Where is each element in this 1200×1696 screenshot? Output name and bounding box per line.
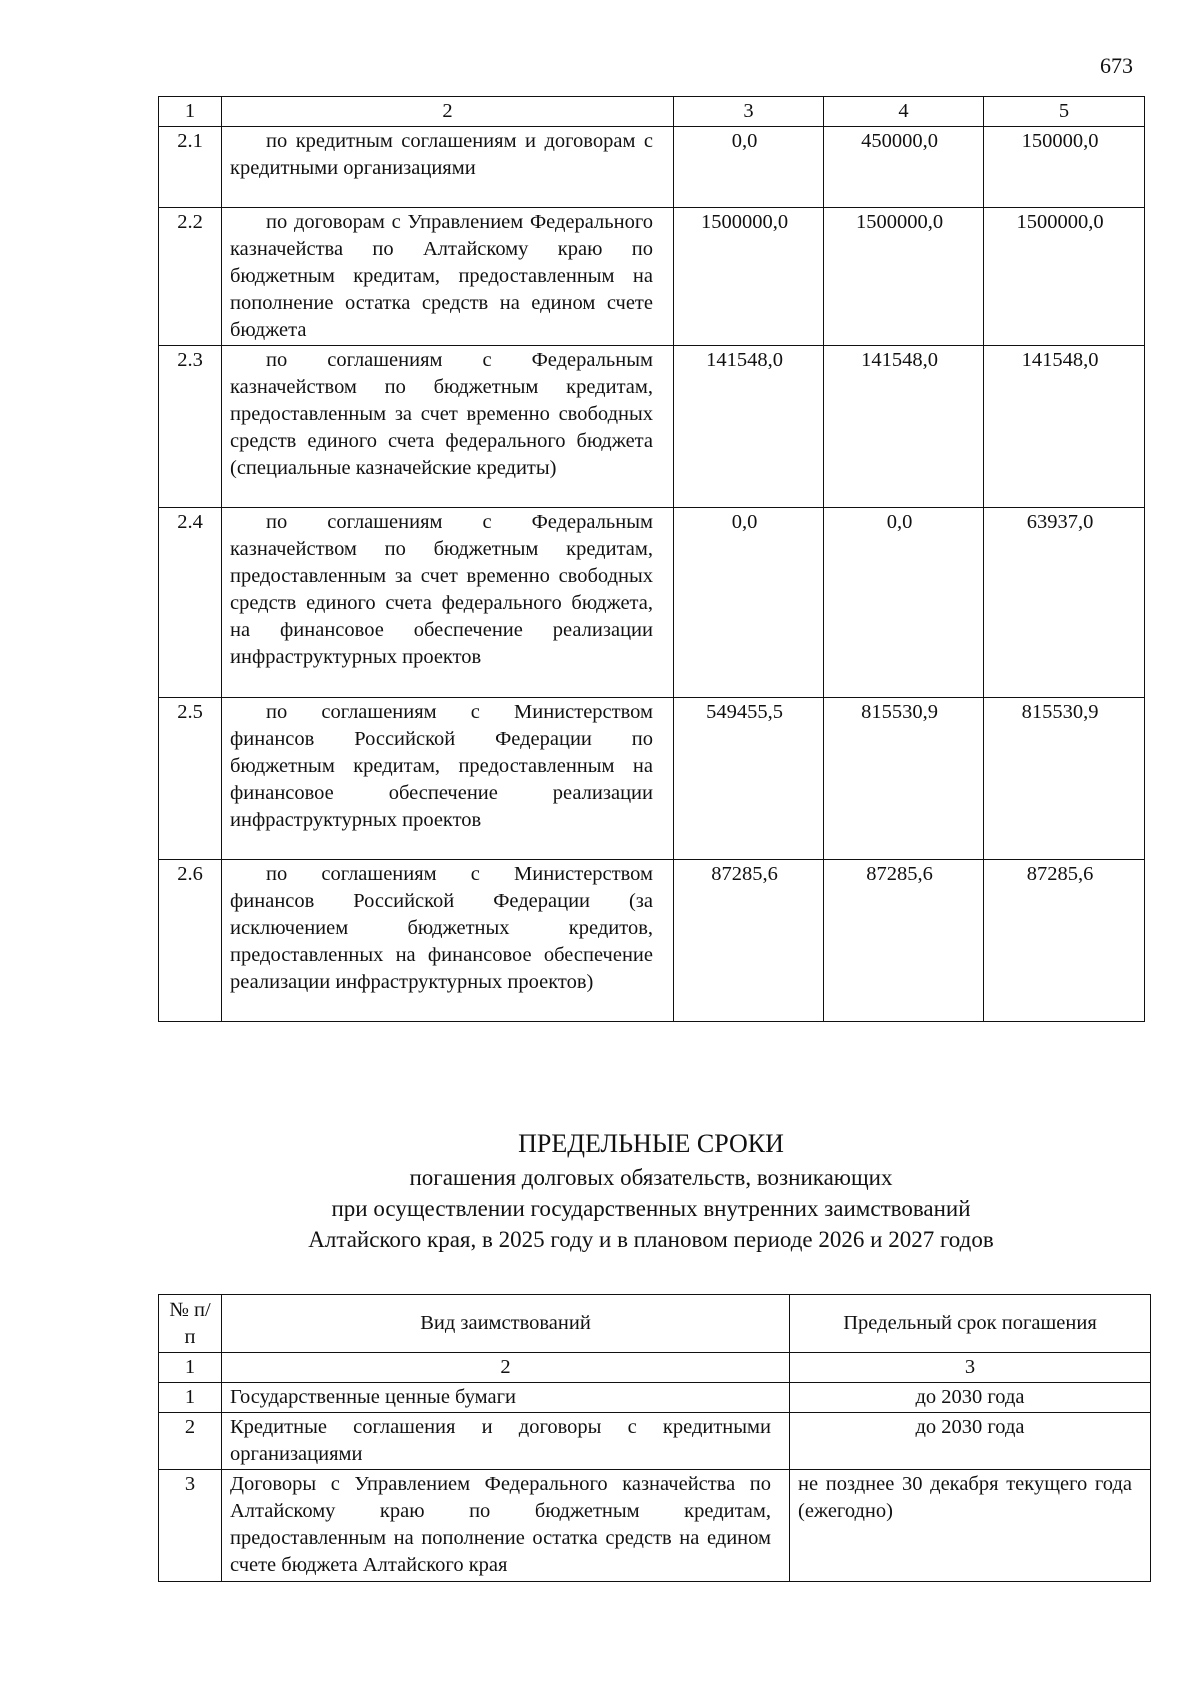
value-2026: 87285,6 xyxy=(824,860,984,1022)
value-2027: 150000,0 xyxy=(984,127,1145,208)
value-2027: 63937,0 xyxy=(984,508,1145,698)
row-number: 2.2 xyxy=(159,208,222,346)
table-row xyxy=(159,1470,1151,1582)
value-2026: 1500000,0 xyxy=(824,208,984,346)
borrowing-kind: Государственные ценные бумаги xyxy=(222,1383,790,1413)
row-description: по кредитным соглашениям и договорам с кредитными организациями xyxy=(222,127,674,208)
row-number: 1 xyxy=(159,1383,222,1413)
row-description: по соглашениям с Федеральным казначейством по бюджетным кредитам, предоставленным за счет временно свободных средств единого счета федерального бюджета, на финансовое обеспечение реализации инфраструктурных проектов xyxy=(222,508,674,698)
value-2027: 1500000,0 xyxy=(984,208,1145,346)
value-2025: 1500000,0 xyxy=(674,208,824,346)
column-number-1: 1 xyxy=(159,1353,222,1383)
column-number-2: 2 xyxy=(222,1353,790,1383)
table-row xyxy=(159,508,1145,698)
table-header-row xyxy=(159,1295,1151,1353)
value-2025: 87285,6 xyxy=(674,860,824,1022)
row-number: 2.6 xyxy=(159,860,222,1022)
repayment-term: до 2030 года xyxy=(790,1413,1151,1470)
value-2027: 141548,0 xyxy=(984,346,1145,508)
row-description: по соглашениям с Министерством финансов Российской Федерации (за исключением бюджетных кредитов, предоставленных на финансовое обеспечение реализации инфраструктурных проектов) xyxy=(222,860,674,1022)
row-number: 2.3 xyxy=(159,346,222,508)
row-description: по договорам с Управлением Федерального казначейства по Алтайскому краю по бюджетным кредитам, предоставленным на пополнение остатка средств на едином счете бюджета xyxy=(222,208,674,346)
value-2026: 450000,0 xyxy=(824,127,984,208)
row-description: по соглашениям с Федеральным казначейством по бюджетным кредитам, предоставленным за счет временно свободных средств единого счета федерального бюджета (специальные казначейские кредиты) xyxy=(222,346,674,508)
column-number-1: 1 xyxy=(159,97,222,127)
column-number-3: 3 xyxy=(674,97,824,127)
table-header-row xyxy=(159,97,1145,127)
value-2025: 0,0 xyxy=(674,127,824,208)
column-number-4: 4 xyxy=(824,97,984,127)
value-2027: 87285,6 xyxy=(984,860,1145,1022)
value-2026: 141548,0 xyxy=(824,346,984,508)
section-subtitle-line: погашения долговых обязательств, возникающих xyxy=(409,1165,893,1190)
column-number-3: 3 xyxy=(790,1353,1151,1383)
column-number-5: 5 xyxy=(984,97,1145,127)
value-2025: 549455,5 xyxy=(674,698,824,860)
repayment-terms-table xyxy=(158,1294,1151,1582)
borrowing-kind: Договоры с Управлением Федерального казначейства по Алтайскому краю по бюджетным кредитам, предоставленным на пополнение остатка средств на едином счете бюджета Алтайского края xyxy=(222,1470,790,1582)
column-numbers-row xyxy=(159,1353,1151,1383)
value-2026: 0,0 xyxy=(824,508,984,698)
section-title: ПРЕДЕЛЬНЫЕ СРОКИ xyxy=(518,1129,784,1158)
value-2027: 815530,9 xyxy=(984,698,1145,860)
row-number: 2.4 xyxy=(159,508,222,698)
page-number: 673 xyxy=(1100,53,1133,78)
column-number-2: 2 xyxy=(222,97,674,127)
table-row xyxy=(159,208,1145,346)
table-row xyxy=(159,127,1145,208)
row-description: по соглашениям с Министерством финансов Российской Федерации по бюджетным кредитам, предоставленным на финансовое обеспечение реализации инфраструктурных проектов xyxy=(222,698,674,860)
table-row xyxy=(159,1413,1151,1470)
value-2025: 0,0 xyxy=(674,508,824,698)
section-heading xyxy=(158,1128,1144,1255)
row-number: 3 xyxy=(159,1470,222,1582)
section-subtitle-line: Алтайского края, в 2025 году и в плановом периоде 2026 и 2027 годов xyxy=(308,1227,994,1252)
table-row xyxy=(159,860,1145,1022)
borrowings-volume-table xyxy=(158,96,1145,1022)
value-2026: 815530,9 xyxy=(824,698,984,860)
borrowing-kind: Кредитные соглашения и договоры с кредитными организациями xyxy=(222,1413,790,1470)
section-subtitle-line: при осуществлении государственных внутренних заимствований xyxy=(331,1196,971,1221)
header-repayment-term: Предельный срок погашения xyxy=(790,1295,1151,1353)
row-number: 2 xyxy=(159,1413,222,1470)
repayment-term: до 2030 года xyxy=(790,1383,1151,1413)
row-number: 2.1 xyxy=(159,127,222,208)
repayment-term: не позднее 30 декабря текущего года (ежегодно) xyxy=(790,1470,1151,1582)
table-row xyxy=(159,346,1145,508)
header-borrowing-kind: Вид заимствований xyxy=(222,1295,790,1353)
value-2025: 141548,0 xyxy=(674,346,824,508)
row-number: 2.5 xyxy=(159,698,222,860)
table-row xyxy=(159,1383,1151,1413)
header-number: № п/п xyxy=(159,1295,222,1353)
table-row xyxy=(159,698,1145,860)
